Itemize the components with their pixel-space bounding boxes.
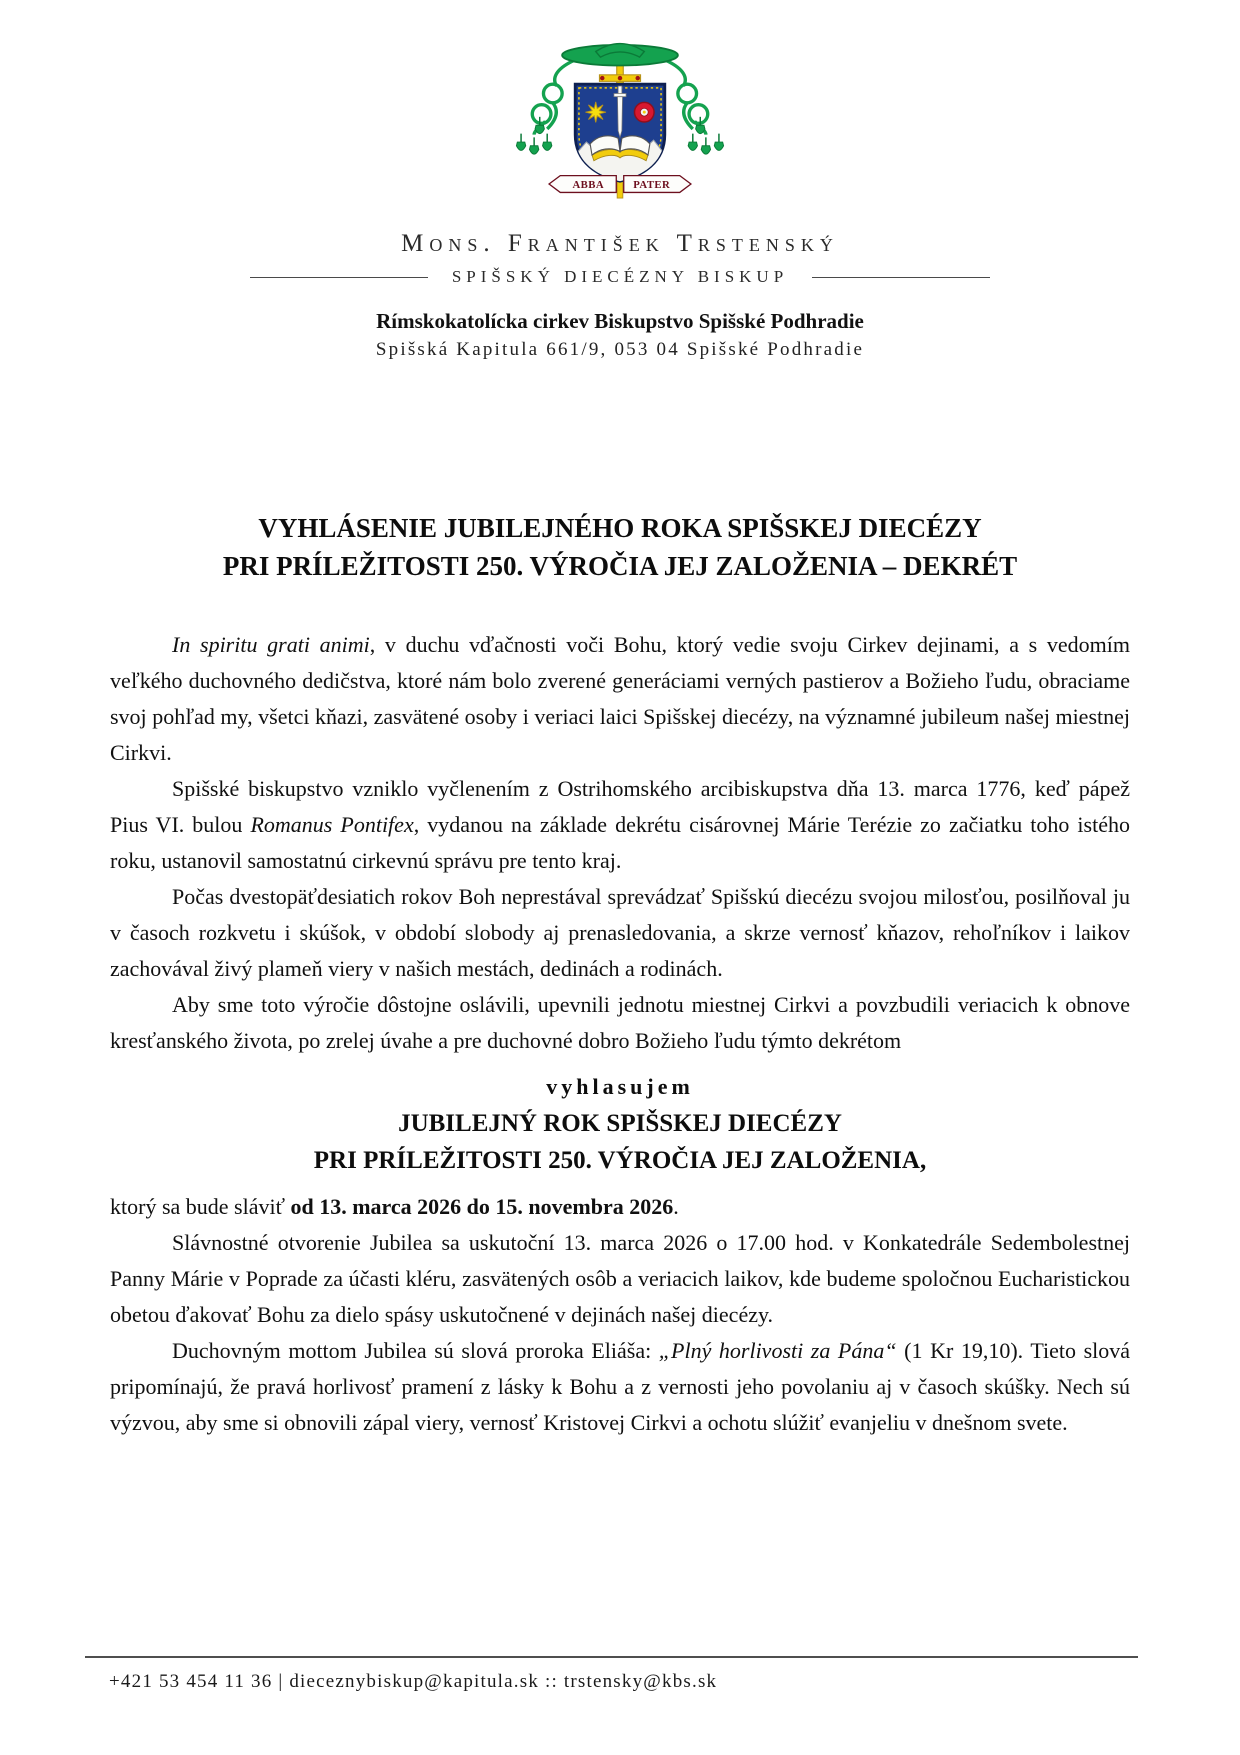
organization-name: Rímskokatolícka cirkev Biskupstvo Spišské Podhradie: [376, 309, 864, 333]
text-segment: „Plný horlivosti za Pána“: [658, 1338, 897, 1363]
document-title: [80, 509, 1160, 585]
text-segment: Slávnostné otvorenie Jubilea sa uskutoční 13. marca 2026 o 17.00 hod. v Konkatedrále Sedembolestnej Panny Márie v Poprade za účasti kléru, zasvätených osôb a veriacich laikov, kde budeme spoločnou Eucharistickou obetou ďakovať Bohu za dielo spásy uskutočnené v dejinách našej diecézy.: [110, 1230, 1130, 1327]
text-segment: .: [673, 1194, 679, 1219]
rose-icon: [634, 102, 654, 122]
bishop-coat-of-arms-icon: [480, 28, 760, 215]
galero-hat-icon: [562, 44, 678, 66]
text-segment: Spišské biskupstvo vzniklo vyčlenením z Ostrihomského arcibiskupstva dňa 13. marca 1776, keď pápež Pius VI. bulou: [110, 776, 1130, 837]
paragraph-intro: [110, 627, 1130, 771]
bishop-title-row: [0, 267, 1240, 287]
letterhead: [0, 0, 1240, 220]
organization-address: Spišská Kapitula 661/9, 053 04 Spišské Podhradie: [375, 339, 865, 360]
document-title-line1: VYHLÁSENIE JUBILEJNÉHO ROKA SPIŠSKEJ DIECÉZY: [258, 513, 982, 543]
paragraph-250-years: [110, 879, 1130, 987]
text-segment: , vydanou na základe dekrétu cisárovnej Márie Terézie zo začiatku toho istého roku, ustanovil samostatnú cirkevnú správu pre tento kraj.: [110, 812, 1130, 873]
shield: [571, 84, 671, 191]
text-segment: Duchovným mottom Jubilea sú slová proroka Eliáša:: [172, 1338, 659, 1363]
text-segment: (1 Kr 19,10). Tieto slová pripomínajú, že pravá horlivosť pramení z lásky k Bohu a z vernosti jeho povolaniu aj v časoch skúšky. Nech sú výzvou, aby sme si obnovili zápal viery, vernosť Kristovej Cirkvi a ochotu slúžiť evanjeliu v dnešnom svete.: [110, 1338, 1131, 1435]
text-segment: Počas dvestopäťdesiatich rokov Boh neprestával sprevádzať Spišskú diecézu svojou milosťou, posilňoval ju v časoch rozkvetu i skúšok, v období slobody aj prenasledovania, a skrze vernosť kňazov, rehoľníkov i laikov zachovával živý plameň viery v našich mestách, dedinách a rodinách.: [110, 884, 1130, 981]
paragraph-history: [110, 771, 1130, 879]
text-segment: Romanus Pontifex: [250, 812, 414, 837]
star-icon: [585, 102, 606, 123]
document-body-upper: [110, 627, 1130, 1059]
bishop-title: SPIŠSKÝ DIECÉZNY BISKUP: [451, 267, 789, 286]
motto-right-text: PATER: [633, 178, 671, 191]
footer-contact: +421 53 454 11 36 | dieceznybiskup@kapitula.sk :: trstensky@kbs.sk: [109, 1671, 718, 1692]
declaration-block: [0, 1069, 1240, 1179]
text-segment: In spiritu grati animi: [172, 632, 370, 657]
page-footer: [85, 1656, 1138, 1693]
declaration-line1: JUBILEJNÝ ROK SPIŠSKEJ DIECÉZY: [398, 1110, 842, 1137]
text-segment: od 13. marca 2026 do 15. novembra 2026: [290, 1194, 674, 1219]
left-divider-line: [250, 277, 428, 278]
document-title-line2: PRI PRÍLEŽITOSTI 250. VÝROČIA JEJ ZALOŽENIA – DEKRÉT: [222, 551, 1018, 581]
paragraph-motto: [110, 1333, 1130, 1441]
text-segment: , v duchu vďačnosti voči Bohu, ktorý vedie svoju Cirkev dejinami, a s vedomím veľkého duchovného dedičstva, ktoré nám bolo zverené generáciami verných pastierov a Božieho ľudu, obraciame svoj pohľad my, všetci kňazi, zasvätené osoby i veriaci laici Spišskej diecézy, na významné jubileum našej miestnej Cirkvi.: [110, 632, 1130, 765]
paragraph-purpose: [110, 987, 1130, 1059]
declaration-intro: vyhlasujem: [546, 1074, 694, 1099]
right-divider-line: [812, 277, 990, 278]
text-segment: ktorý sa bude sláviť: [110, 1194, 291, 1219]
document-body-lower: [110, 1189, 1130, 1441]
text-segment: Aby sme toto výročie dôstojne oslávili, upevnili jednotu miestnej Cirkvi a povzbudili veriacich k obnove kresťanského života, po zrelej úvahe a pre duchovné dobro Božieho ľudu týmto dekrétom: [110, 992, 1130, 1053]
motto-left-text: ABBA: [572, 178, 605, 191]
galero-cords-left: [532, 60, 575, 135]
paragraph-dates: [110, 1189, 1130, 1225]
declaration-line2: PRI PRÍLEŽITOSTI 250. VÝROČIA JEJ ZALOŽENIA,: [313, 1147, 927, 1174]
bishop-name: Mons. František Trstenský: [401, 230, 839, 257]
paragraph-opening-celebration: [110, 1225, 1130, 1333]
galero-cords-right: [665, 60, 708, 135]
